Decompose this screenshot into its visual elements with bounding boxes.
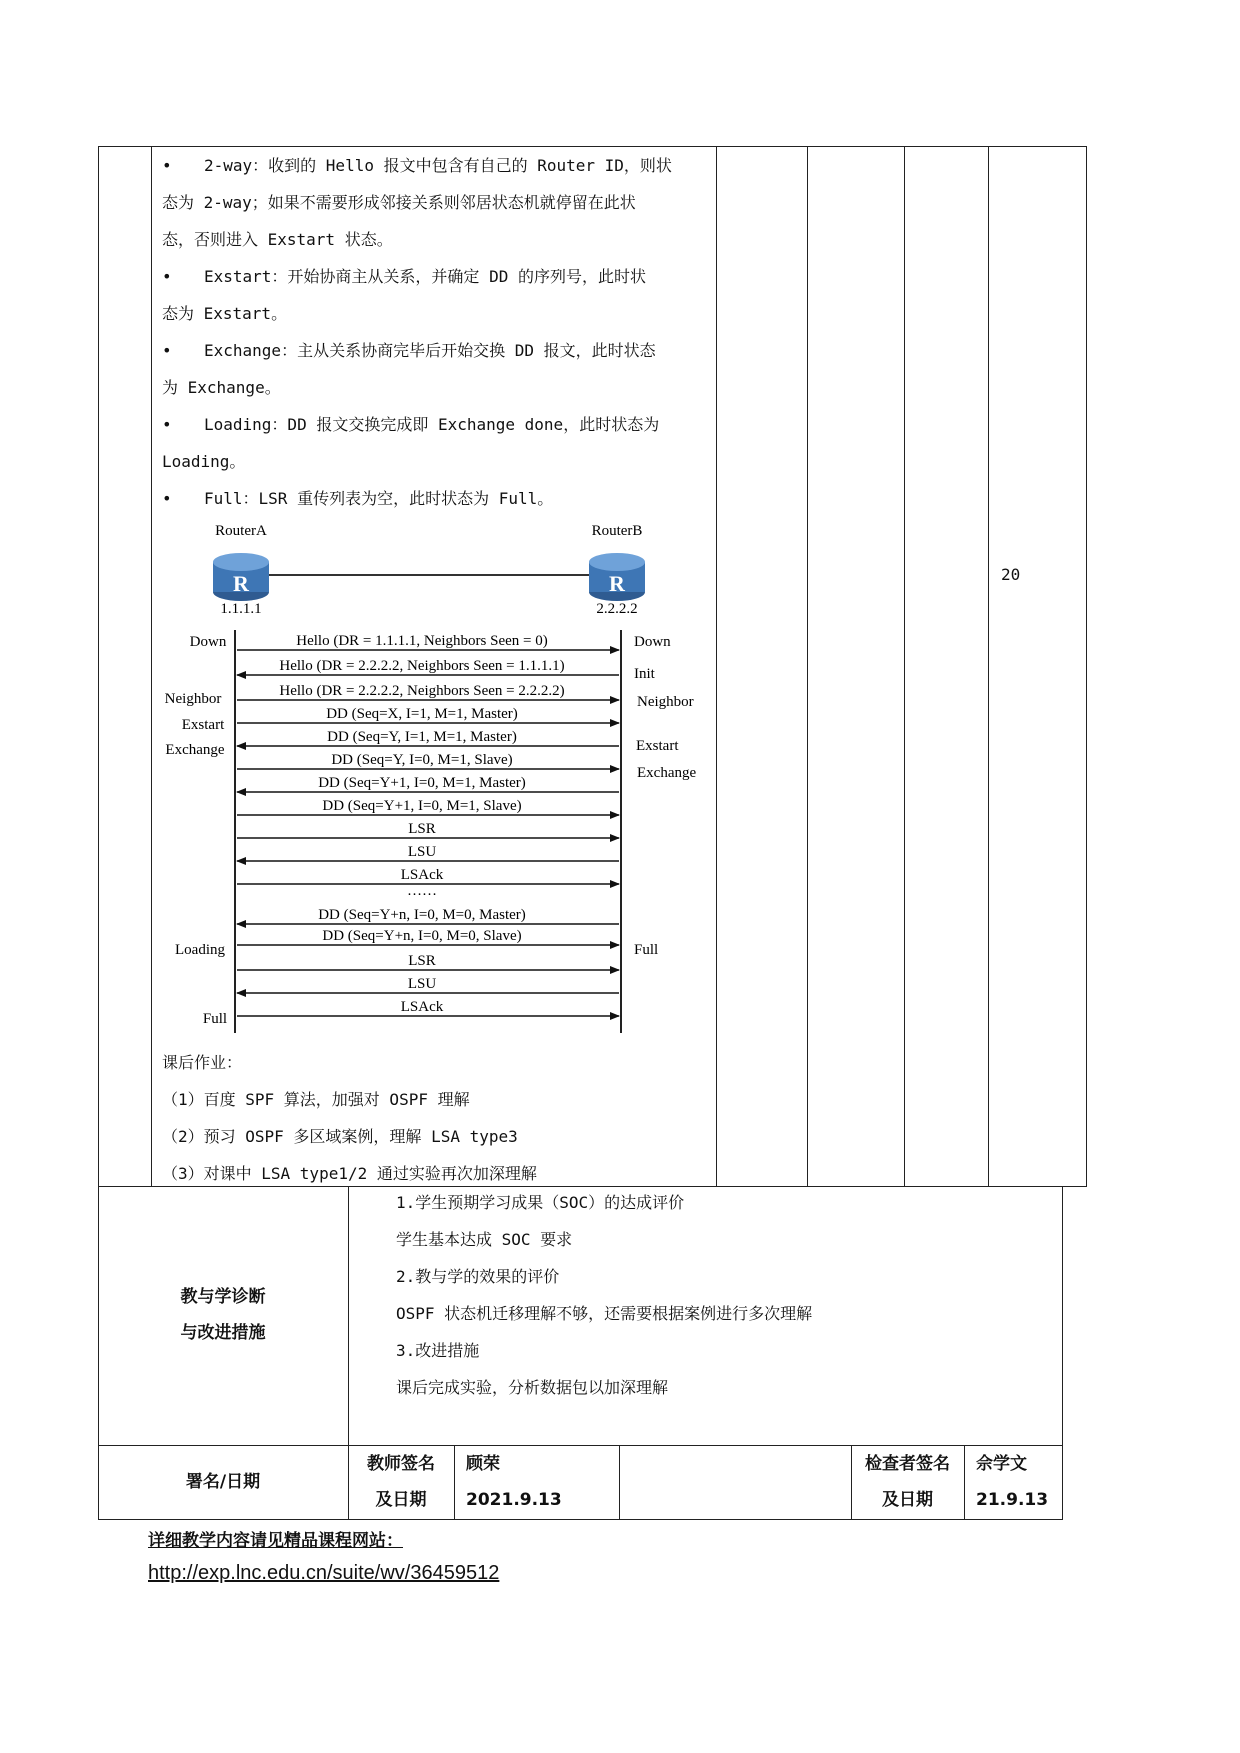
signature-label: 署名/日期 <box>185 1472 261 1492</box>
state-b-exstart: Exstart <box>636 738 679 754</box>
message-label: DD (Seq=Y+n, I=0, M=0, Slave) <box>322 928 522 944</box>
checker-label-line1: 检查者签名 <box>865 1454 950 1474</box>
bullet-loading-line1: Loading：DD 报文交换完成即 Exchange done，此时状态为 <box>204 415 660 434</box>
homework-item: （1）百度 SPF 算法，加强对 OSPF 理解 <box>162 1090 470 1109</box>
message-label: DD (Seq=Y+1, I=0, M=1, Slave) <box>322 798 522 814</box>
router-a-glyph: R <box>233 571 249 596</box>
diagnosis-item: 课后完成实验，分析数据包以加深理解 <box>396 1378 669 1397</box>
diagnosis-item: 3.改进措施 <box>396 1341 480 1360</box>
router-a-id: 1.1.1.1 <box>220 601 262 617</box>
state-a-full: Full <box>202 1011 228 1027</box>
message-label: DD (Seq=Y+n, I=0, M=0, Master) <box>318 907 526 923</box>
message-label: DD (Seq=Y, I=0, M=1, Slave) <box>331 752 513 768</box>
bullet-exchange-line2: 为 Exchange。 <box>162 378 281 397</box>
router-b-id: 2.2.2.2 <box>596 601 638 617</box>
message-label: Hello (DR = 2.2.2.2, Neighbors Seen = 2.2.2.2) <box>279 683 565 699</box>
ospf-state-diagram <box>155 520 715 1040</box>
homework-title: 课后作业： <box>162 1053 243 1072</box>
bullet-2way-line2: 态为 2-way；如果不需要形成邻接关系则邻居状态机就停留在此状 <box>162 193 636 212</box>
bullet-2way-line1: 2-way：收到的 Hello 报文中包含有自己的 Router ID，则状 <box>204 156 672 175</box>
course-website-link[interactable]: http://exp.lnc.edu.cn/suite/wv/36459512 <box>148 1562 500 1584</box>
teacher-label-line2: 及日期 <box>375 1490 427 1510</box>
footer-note: 详细教学内容请见精品课程网站： <box>148 1531 403 1551</box>
message-label: LSAck <box>400 999 444 1015</box>
diagnosis-item: 2.教与学的效果的评价 <box>396 1267 560 1286</box>
state-a-exchange: Exchange <box>165 742 225 758</box>
message-label: Hello (DR = 2.2.2.2, Neighbors Seen = 1.1.1.1) <box>279 658 565 674</box>
checker-label-line2: 及日期 <box>882 1490 933 1510</box>
state-a-loading: Loading <box>175 942 225 958</box>
message-label: …… <box>407 883 437 899</box>
diagnosis-label-line1: 教与学诊断 <box>180 1287 266 1307</box>
message-label: DD (Seq=Y+1, I=0, M=1, Master) <box>318 775 526 791</box>
checker-date: 21.9.13 <box>976 1490 1049 1510</box>
state-b-init: Init <box>634 666 655 682</box>
router-a-name: RouterA <box>215 523 267 539</box>
minutes-value: 20 <box>1001 565 1021 584</box>
bullet-2way-line3: 态，否则进入 Exstart 状态。 <box>162 230 393 249</box>
message-label: LSU <box>407 976 437 992</box>
diagnosis-item: 1.学生预期学习成果（SOC）的达成评价 <box>396 1193 685 1212</box>
router-a-icon <box>213 553 269 601</box>
diagnosis-item: OSPF 状态机迁移理解不够，还需要根据案例进行多次理解 <box>396 1304 813 1323</box>
message-label: Hello (DR = 1.1.1.1, Neighbors Seen = 0) <box>296 633 548 649</box>
state-a-exstart: Exstart <box>181 717 225 733</box>
state-b-neighbor: Neighbor <box>637 694 694 710</box>
bullet-full-line1: Full：LSR 重传列表为空，此时状态为 Full。 <box>204 489 554 508</box>
state-a-neighbor: Neighbor <box>164 691 222 707</box>
router-b-glyph: R <box>609 571 625 596</box>
diagnosis-item: 学生基本达成 SOC 要求 <box>396 1230 573 1249</box>
homework-item: （2）预习 OSPF 多区域案例，理解 LSA type3 <box>162 1127 518 1146</box>
teacher-label-line1: 教师签名 <box>367 1454 435 1474</box>
router-b-name: RouterB <box>591 523 643 539</box>
diagnosis-label-line2: 与改进措施 <box>180 1323 266 1343</box>
bullet-exstart-line2: 态为 Exstart。 <box>162 304 288 323</box>
message-label: LSAck <box>400 867 444 883</box>
bullet-mark: • <box>162 267 172 286</box>
message-label: DD (Seq=X, I=1, M=1, Master) <box>326 706 518 722</box>
state-b-down: Down <box>634 634 671 650</box>
state-b-full: Full <box>634 942 659 958</box>
bullet-loading-line2: Loading。 <box>162 452 246 471</box>
bullet-exstart-line1: Exstart：开始协商主从关系，并确定 DD 的序列号，此时状 <box>204 267 646 286</box>
bullet-mark: • <box>162 156 172 175</box>
checker-name: 佘学文 <box>976 1454 1027 1474</box>
state-b-exchange: Exchange <box>637 765 697 781</box>
bullet-mark: • <box>162 415 172 434</box>
message-label: LSR <box>408 953 436 969</box>
homework-item: （3）对课中 LSA type1/2 通过实验再次加深理解 <box>162 1164 537 1183</box>
message-label: DD (Seq=Y, I=1, M=1, Master) <box>327 729 517 745</box>
message-layer <box>237 633 619 1016</box>
message-label: LSR <box>408 821 436 837</box>
teacher-name: 顾荣 <box>466 1454 500 1474</box>
router-b-icon <box>589 553 645 601</box>
message-label: LSU <box>407 844 437 860</box>
bullet-mark: • <box>162 489 172 508</box>
bullet-mark: • <box>162 341 172 360</box>
bullet-exchange-line1: Exchange：主从关系协商完毕后开始交换 DD 报文，此时状态 <box>204 341 656 360</box>
state-a-down: Down <box>189 634 227 650</box>
teacher-date: 2021.9.13 <box>466 1490 562 1510</box>
